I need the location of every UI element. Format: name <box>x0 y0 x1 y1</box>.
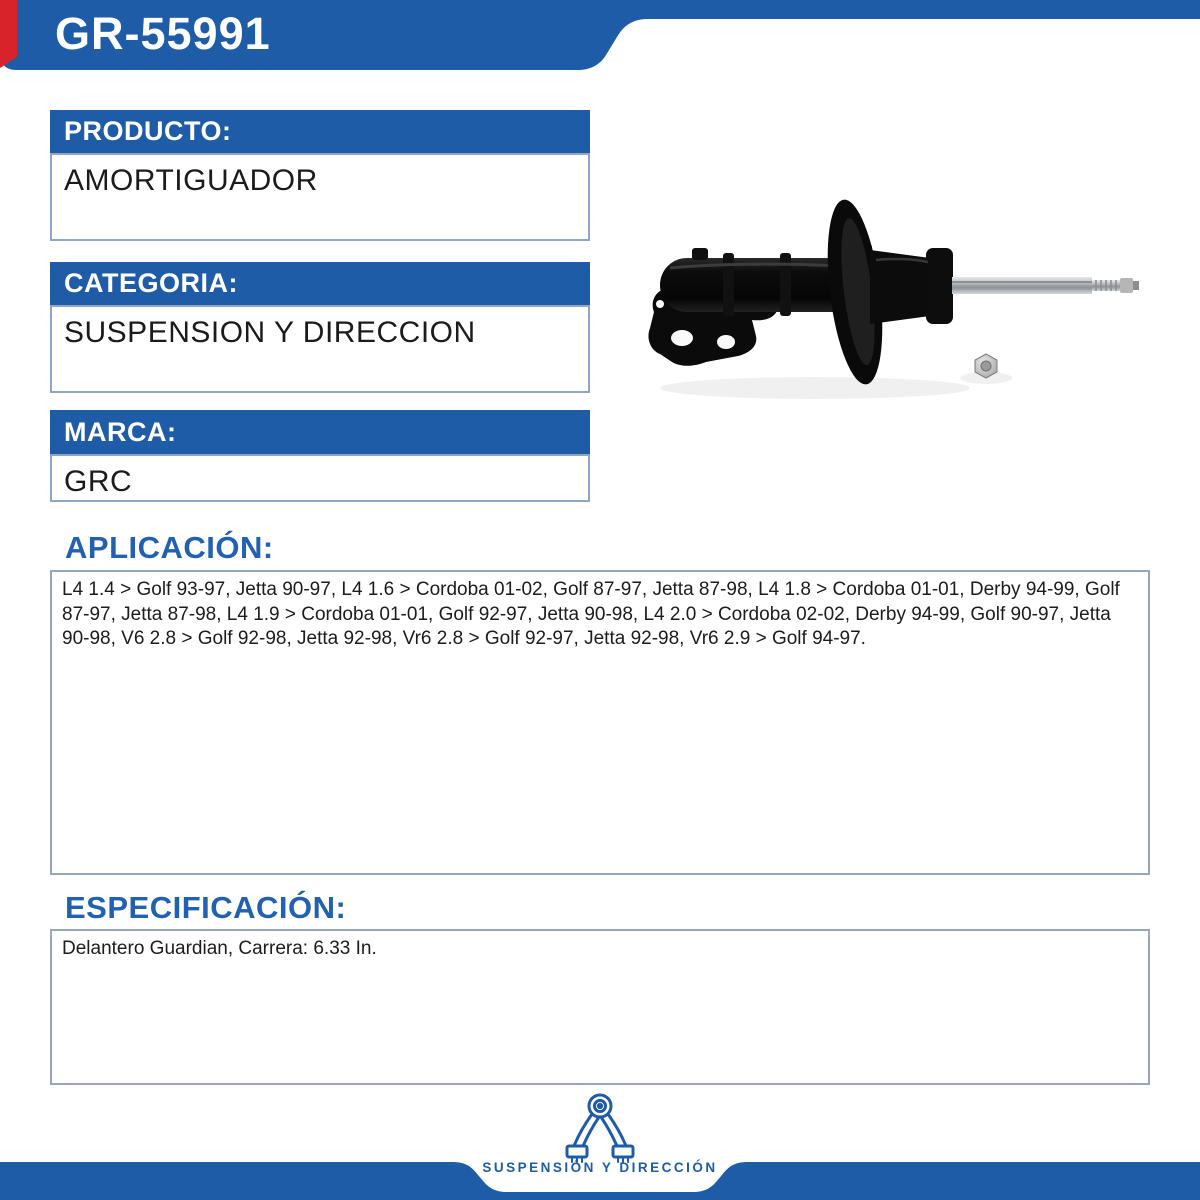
tube-clamp <box>723 253 734 316</box>
piston-rod <box>952 277 1092 294</box>
red-accent <box>0 0 17 68</box>
field-value-text: SUSPENSION Y DIRECCION <box>64 316 476 349</box>
rod-end <box>1133 281 1139 290</box>
section-heading-especificacion: ESPECIFICACIÓN: <box>65 890 347 925</box>
section-heading-aplicacion: APLICACIÓN: <box>65 530 274 565</box>
nut-hole <box>981 361 991 371</box>
bump-collar <box>926 248 953 324</box>
aplicacion-box <box>50 570 1150 875</box>
field-label-text: MARCA: <box>64 416 177 447</box>
especificacion-box <box>50 929 1150 1085</box>
field-label-producto <box>50 110 590 153</box>
aplicacion-text: L4 1.4 > Golf 93-97, Jetta 90-97, L4 1.6 > Cordoba 01-02, Golf 87-97, Jetta 87-98, L4 1.8 > Cordoba 01-01, Derby 94-99, Golf 87-97, Jetta 87-98, L4 1.9 > Cordoba 01-01, Golf 92-97, Jetta 90-98, L4 2.0 > Cordoba 02-02, Derby 94-99, Golf 90-97, Jetta 90-98, V6 2.8 > Golf 92-98, Jetta 92-98, Vr6 2.8 > Golf 92-97, Jetta 92-98, Vr6 2.9 > Golf 94-97. <box>62 579 1120 650</box>
left-arm-outer <box>574 1114 592 1146</box>
field-value-categoria <box>50 305 590 393</box>
bushing-inner <box>595 1101 606 1112</box>
right-foot <box>613 1146 633 1157</box>
shadow <box>660 377 970 399</box>
field-label-marca <box>50 410 590 454</box>
control-arm-icon <box>548 1092 652 1164</box>
shock-absorber-image <box>630 170 1150 470</box>
tube-clamp <box>780 253 791 316</box>
especificacion-text: Delantero Guardian, Carrera: 6.33 In. <box>62 938 377 959</box>
field-value-marca <box>50 454 590 502</box>
bracket-hole <box>717 335 735 349</box>
field-label-categoria <box>50 262 590 305</box>
field-label-text: PRODUCTO: <box>64 116 232 146</box>
field-label-text: CATEGORIA: <box>64 268 238 298</box>
bracket-hole <box>671 330 693 346</box>
rod-tip <box>1120 278 1133 293</box>
header-bar <box>0 0 1200 80</box>
bracket-hole <box>656 300 664 308</box>
right-arm-outer <box>608 1114 626 1146</box>
field-value-text: GRC <box>64 465 133 498</box>
footer-brand-label: SUSPENSIÓN Y DIRECCIÓN <box>482 1160 718 1175</box>
field-value-text: AMORTIGUADOR <box>64 164 318 197</box>
bushing-center <box>598 1104 601 1107</box>
field-value-producto <box>50 153 590 241</box>
left-foot <box>567 1146 587 1157</box>
part-number: GR-55991 <box>55 8 271 59</box>
tube-tab <box>692 248 708 260</box>
